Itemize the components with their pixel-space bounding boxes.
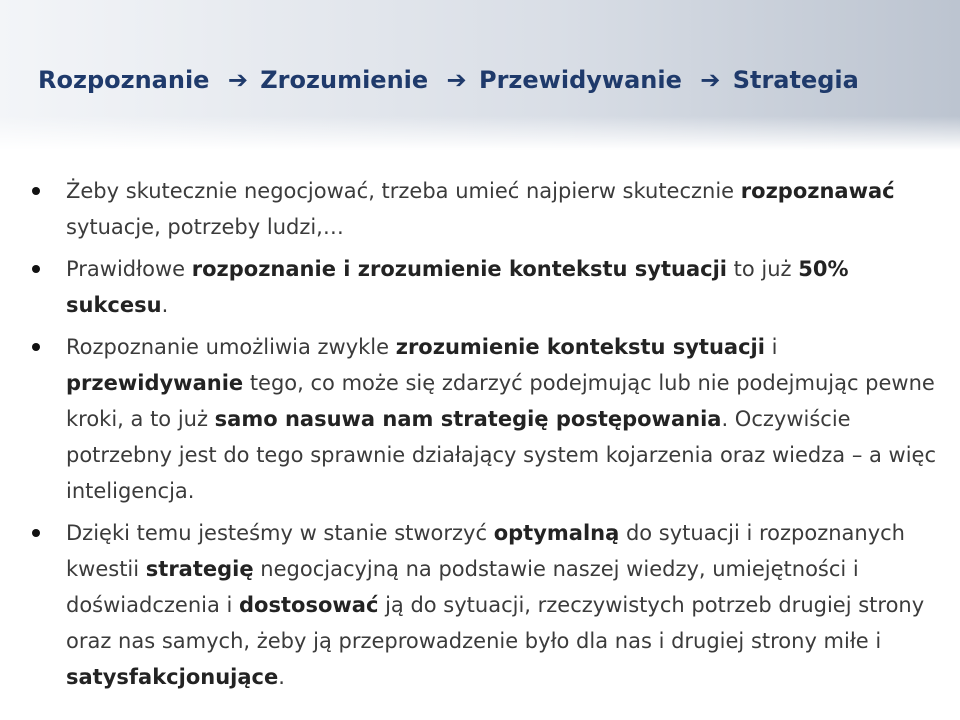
bullet-text-4 [66, 515, 938, 695]
bullet-item-3 [28, 329, 938, 509]
bullet-point-icon [32, 187, 40, 195]
bullet-3-segment-5: tego, co może się zdarzyć podejmując lub nie podejmując pewne kroki, a to już [66, 371, 935, 431]
title-part-recognition: Rozpoznanie [38, 66, 210, 94]
bullet-4-segment-5: negocjacyjną na podstawie naszej wiedzy, umiejętności i doświadczenia i [66, 557, 859, 617]
right-arrow-icon: ➔ [446, 66, 467, 94]
bullet-4-segment-2: optymalną [493, 521, 620, 545]
title-part-strategy: Strategia [732, 66, 859, 94]
bullet-text-1 [66, 173, 938, 245]
bullet-1-segment-2: rozpoznawać [740, 179, 895, 203]
bullet-3-segment-3: i [764, 335, 778, 359]
bullet-3-segment-6: samo nasuwa nam strategię postępowania [214, 407, 722, 431]
bullet-1-segment-1: Żeby skutecznie negocjować, trzeba umieć najpierw skutecznie [66, 179, 741, 203]
bullet-4-segment-3: do sytuacji i rozpoznanych kwestii [66, 521, 905, 581]
bullet-4-segment-8: satysfakcjonujące [66, 665, 279, 689]
bullet-item-4 [28, 515, 938, 695]
bullet-3-segment-7: . Oczywiście potrzebny jest do tego sprawnie działający system kojarzenia oraz wiedza – a więc inteligencja. [66, 407, 937, 503]
bullet-item-2 [28, 251, 938, 323]
bullet-3-segment-1: Rozpoznanie umożliwia zwykle [66, 335, 396, 359]
bullet-2-segment-2: rozpoznanie i zrozumienie kontekstu sytuacji [191, 257, 727, 281]
bullet-point-icon [32, 529, 40, 537]
bullet-4-segment-6: dostosować [239, 593, 379, 617]
bullet-2-segment-5: . [161, 293, 169, 317]
bullet-text-3 [66, 329, 938, 509]
bullet-1-segment-3: sytuacje, potrzeby ludzi,… [66, 215, 344, 239]
bullet-3-segment-4: przewidywanie [66, 371, 244, 395]
bullet-point-icon [32, 265, 40, 273]
bullet-4-segment-9: . [278, 665, 285, 689]
bullet-text-2 [66, 251, 938, 323]
bullet-2-segment-1: Prawidłowe [66, 257, 192, 281]
bullet-3-segment-2: zrozumienie kontekstu sytuacji [395, 335, 765, 359]
bullet-4-segment-7: ją do sytuacji, rzeczywistych potrzeb drugiej strony oraz nas samych, żeby ją przeprowadzenie było dla nas i drugiej strony miłe i [66, 593, 925, 653]
bullet-4-segment-4: strategię [145, 557, 254, 581]
right-arrow-icon: ➔ [700, 66, 721, 94]
bullet-4-segment-1: Dzięki temu jesteśmy w stanie stworzyć [66, 521, 494, 545]
bullet-list [28, 173, 938, 701]
right-arrow-icon: ➔ [227, 66, 248, 94]
bullet-point-icon [32, 343, 40, 351]
bullet-2-segment-4: 50% sukcesu [66, 257, 849, 317]
title-part-understanding: Zrozumienie [260, 66, 429, 94]
bullet-item-1 [28, 173, 938, 245]
bullet-2-segment-3: to już [726, 257, 799, 281]
title-part-prediction: Przewidywanie [479, 66, 682, 94]
slide-title [38, 62, 859, 98]
